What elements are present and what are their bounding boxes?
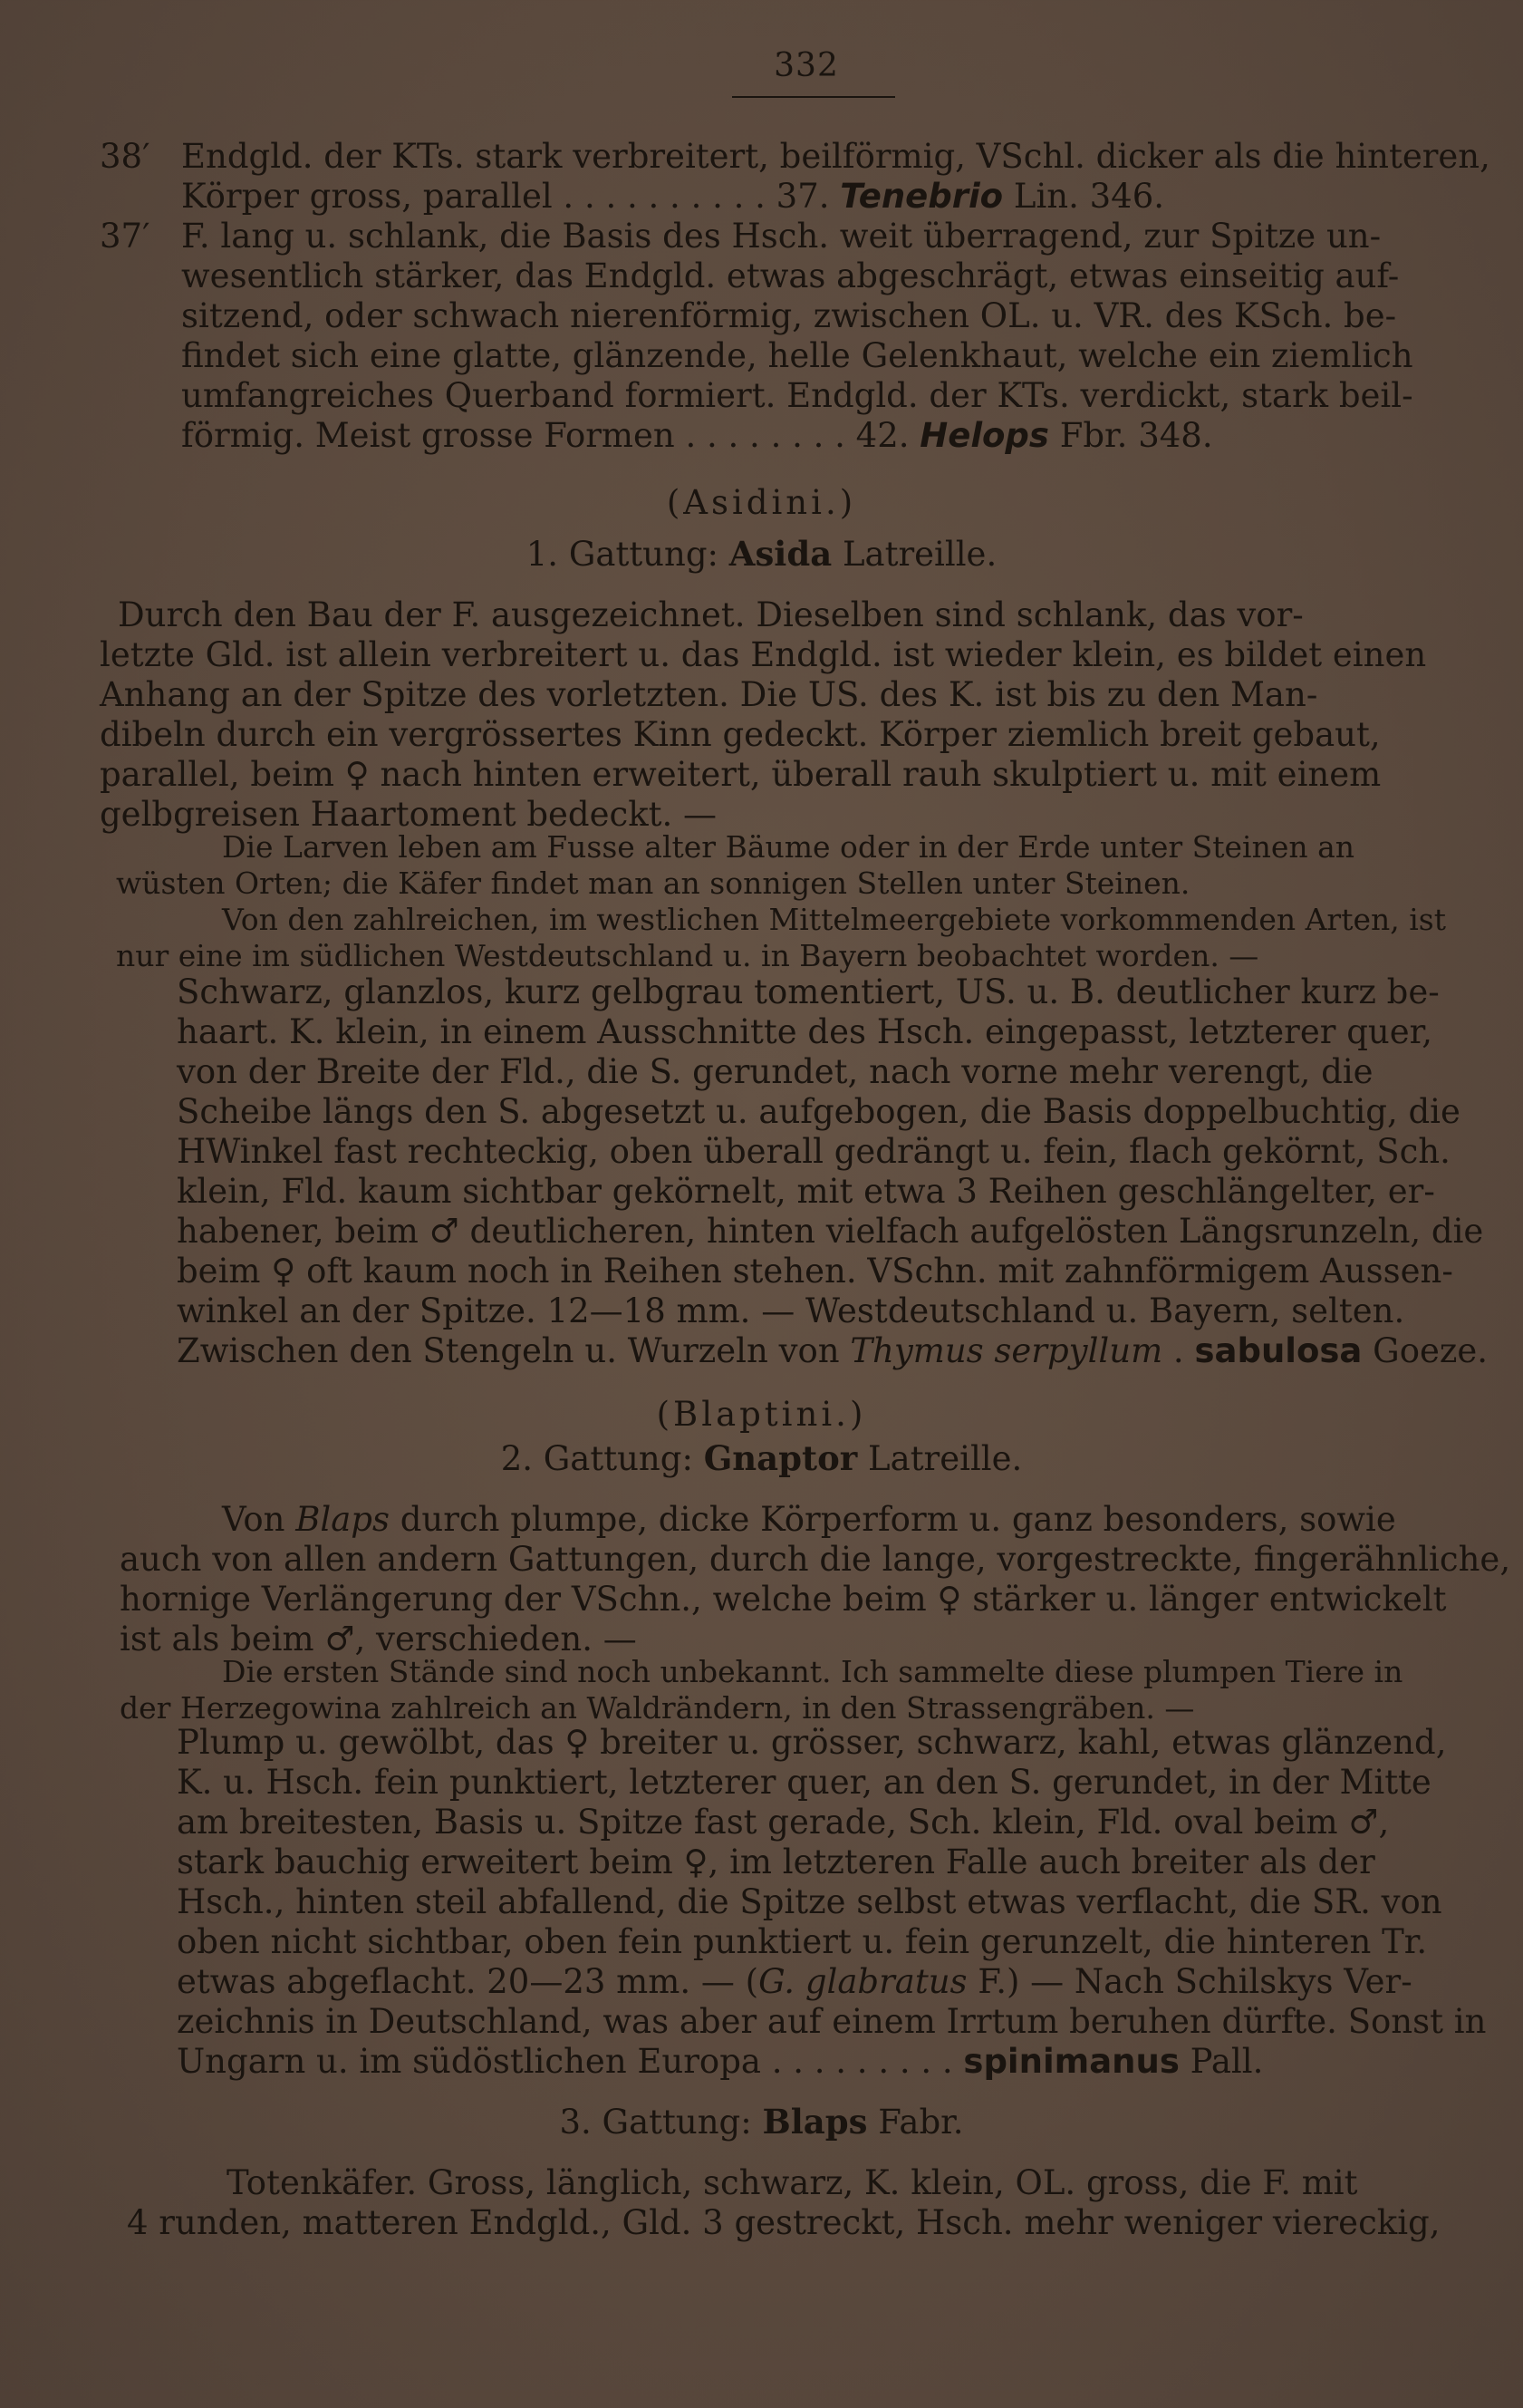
body-line: letzte Gld. ist allein verbreitert u. das Endgld. ist wieder klein, es bildet einen [100, 635, 1427, 674]
couplet-number: 38′ [100, 137, 150, 176]
body-line: Durch den Bau der F. ausgezeichnet. Dieselben sind schlank, das vor- [118, 595, 1304, 634]
key-line: umfangreiches Querband formiert. Endgld. der KTs. verdickt, stark beil- [181, 376, 1413, 415]
description-line: beim ♀ oft kaum noch in Reihen stehen. VSchn. mit zahnförmigem Aussen- [177, 1252, 1453, 1291]
species-name: spinimanus [963, 2042, 1180, 2081]
description-line: von der Breite der Fld., die S. gerundet, nach vorne mehr verengt, die [177, 1052, 1374, 1091]
couplet-number: 37′ [100, 217, 150, 256]
description-line: etwas abgeflacht. 20—23 mm. — (G. glabratus F.) — Nach Schilskys Ver- [177, 1962, 1412, 2001]
genus-heading-name: Gnaptor [703, 1438, 858, 1478]
body-line: dibeln durch ein vergrössertes Kinn gedeckt. Körper ziemlich breit gebaut, [100, 715, 1381, 754]
body-line: hornige Verlängerung der VSchn., welche beim ♀ stärker u. länger entwickelt [120, 1580, 1447, 1619]
note-line: Von den zahlreichen, im westlichen Mittelmeergebiete vorkommenden Arten, ist [222, 902, 1446, 937]
description-line: winkel an der Spitze. 12—18 mm. — Westdeutschland u. Bayern, selten. [177, 1291, 1405, 1330]
synonym-name: G. glabratus [758, 1962, 968, 2001]
genus-reference: Blaps [295, 1500, 390, 1539]
key-line: findet sich eine glatte, glänzende, helle Gelenkhaut, welche ein ziemlich [181, 336, 1413, 375]
note-line: wüsten Orten; die Käfer findet man an sonnigen Stellen unter Steinen. [116, 866, 1190, 901]
body-line: 4 runden, matteren Endgld., Gld. 3 gestreckt, Hsch. mehr weniger viereckig, [127, 2203, 1441, 2242]
genus-heading-name: Asida [728, 534, 833, 574]
genus-heading: 1. Gattung: Asida Latreille. [525, 534, 998, 574]
body-line: parallel, beim ♀ nach hinten erweitert, überall rauh skulptiert u. mit einem [100, 755, 1382, 794]
tribe-heading: (Blaptini.) [656, 1395, 867, 1434]
note-line: nur eine im südlichen Westdeutschland u. in Bayern beobachtet worden. — [116, 938, 1259, 973]
tribe-heading: (Asidini.) [666, 483, 857, 522]
description-line: Scheibe längs den S. abgesetzt u. aufgebogen, die Basis doppelbuchtig, die [177, 1092, 1460, 1131]
body-line: Von Blaps durch plumpe, dicke Körperform u. ganz besonders, sowie [222, 1500, 1396, 1539]
description-line: Plump u. gewölbt, das ♀ breiter u. grösser, schwarz, kahl, etwas glänzend, [177, 1723, 1447, 1762]
key-line: Körper gross, parallel . . . . . . . . . . 37. Tenebrio Lin. 346. [181, 177, 1165, 216]
description-line: stark bauchig erweitert beim ♀, im letzteren Falle auch breiter als der [177, 1842, 1375, 1881]
description-line: HWinkel fast rechteckig, oben überall gedrängt u. fein, flach gekörnt, Sch. [177, 1132, 1451, 1171]
description-line: Zwischen den Stengeln u. Wurzeln von Thymus serpyllum . sabulosa Goeze. [177, 1331, 1489, 1370]
genus-name: Helops [920, 416, 1049, 455]
genus-heading-name: Blaps [762, 2102, 868, 2142]
key-line: 37′ F. lang u. schlank, die Basis des Hsch. weit überragend, zur Spitze un- [100, 217, 1382, 256]
page-number: 332 [774, 47, 839, 84]
body-line: Totenkäfer. Gross, länglich, schwarz, K. klein, OL. gross, die F. mit [227, 2163, 1358, 2202]
description-line: K. u. Hsch. fein punktiert, letzterer quer, an den S. gerundet, in der Mitte [177, 1763, 1431, 1802]
page-number-rule [732, 96, 895, 98]
note-line: Die Larven leben am Fusse alter Bäume oder in der Erde unter Steinen an [222, 829, 1355, 865]
description-line: habener, beim ♂ deutlicheren, hinten vielfach aufgelösten Längsrunzeln, die [177, 1212, 1484, 1251]
body-line: ist als beim ♂, verschieden. — [120, 1620, 637, 1659]
body-line: Anhang an der Spitze des vorletzten. Die US. des K. ist bis zu den Man- [100, 675, 1318, 714]
note-line: Die ersten Stände sind noch unbekannt. Ich sammelte diese plumpen Tiere in [222, 1654, 1403, 1689]
description-line: oben nicht sichtbar, oben fein punktiert u. fein gerunzelt, die hinteren Tr. [177, 1922, 1428, 1961]
body-line: gelbgreisen Haartoment bedeckt. — [100, 795, 718, 834]
species-name: sabulosa [1194, 1331, 1363, 1370]
key-line: wesentlich stärker, das Endgld. etwas abgeschrägt, etwas einseitig auf- [181, 256, 1400, 295]
key-line: sitzend, oder schwach nierenförmig, zwischen OL. u. VR. des KSch. be- [181, 296, 1397, 335]
genus-heading: 2. Gattung: Gnaptor Latreille. [500, 1438, 1023, 1478]
description-line: klein, Fld. kaum sichtbar gekörnelt, mit etwa 3 Reihen geschlängelter, er- [177, 1172, 1435, 1211]
genus-heading: 3. Gattung: Blaps Fabr. [559, 2102, 964, 2142]
key-line: 38′ Endgld. der KTs. stark verbreitert, beilförmig, VSchl. dicker als die hinteren, [100, 137, 1490, 176]
description-line: zeichnis in Deutschland, was aber auf einem Irrtum beruhen dürfte. Sonst in [177, 2002, 1487, 2041]
genus-name: Tenebrio [840, 177, 1004, 216]
key-line: förmig. Meist grosse Formen . . . . . . . . 42. Helops Fbr. 348. [181, 416, 1213, 455]
body-line: auch von allen andern Gattungen, durch die lange, vorgestreckte, fingerähnliche, [120, 1540, 1511, 1579]
description-line: Ungarn u. im südöstlichen Europa . . . . . . . . . spinimanus Pall. [177, 2042, 1264, 2081]
description-line: haart. K. klein, in einem Ausschnitte des Hsch. eingepasst, letzterer quer, [177, 1012, 1432, 1051]
description-line: am breitesten, Basis u. Spitze fast gerade, Sch. klein, Fld. oval beim ♂, [177, 1803, 1390, 1842]
plant-name: Thymus serpyllum [850, 1331, 1163, 1370]
description-line: Hsch., hinten steil abfallend, die Spitze selbst etwas verflacht, die SR. von [177, 1882, 1442, 1921]
note-line: der Herzegowina zahlreich an Waldrändern, in den Strassengräben. — [120, 1690, 1195, 1726]
description-line: Schwarz, glanzlos, kurz gelbgrau tomentiert, US. u. B. deutlicher kurz be- [177, 972, 1440, 1011]
